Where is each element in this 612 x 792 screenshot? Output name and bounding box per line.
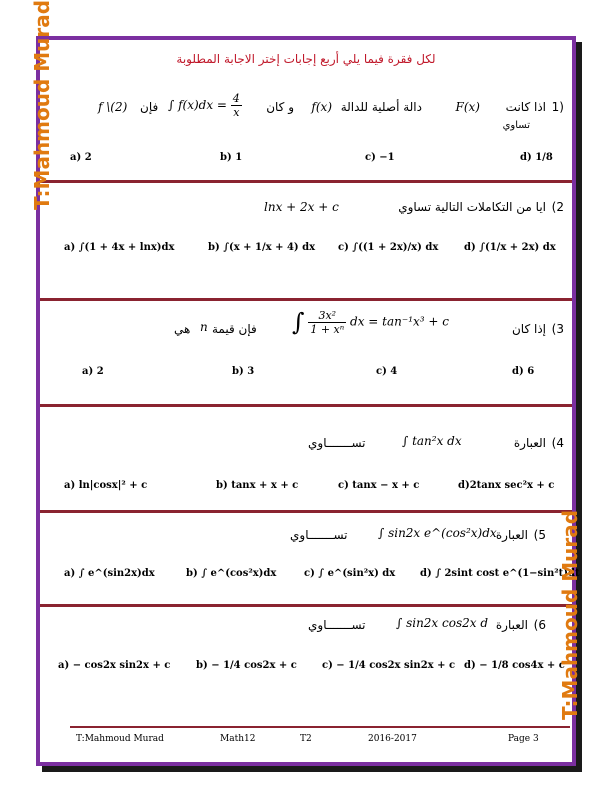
q1-stem-ar2: دالة أصلية للدالة: [340, 100, 422, 114]
q1-integral: ∫ f(x)dx = $\frac{4}{x}$: [168, 92, 240, 119]
q2-number: 2): [551, 200, 564, 214]
q3-stem-var: n: [200, 320, 208, 334]
q3-option-b[interactable]: b) 3: [232, 366, 255, 377]
q6-option-c[interactable]: c) − 1/4 cos2x sin2x + c: [322, 660, 456, 671]
q1-stem-ar3: و كان: [266, 100, 294, 114]
instructions-title: لكل فقرة فيما يلي أربع إجابات إختر الاجابة المطلوبة: [176, 52, 436, 66]
q4-number: 4): [551, 436, 564, 450]
q4-stem-ar1: العبارة: [513, 436, 546, 450]
q4-option-b[interactable]: b) tanx + x + c: [216, 480, 299, 491]
q5-stem-expr: ∫ sin2x e^(cos²x)dx: [378, 526, 497, 540]
q1-stem-ar1: اذا كانت: [505, 100, 546, 114]
q6-option-b[interactable]: b) − 1/4 cos2x + c: [196, 660, 297, 671]
q1-option-b[interactable]: b) 1: [220, 152, 243, 163]
q5-option-d[interactable]: d) ∫ 2sint cost e^(1−sin²t)dt: [420, 568, 580, 579]
q6-stem-expr: ∫ sin2x cos2x d: [396, 616, 489, 630]
separator-5: [40, 604, 572, 607]
q2-stem-expr: lnx + 2x + c: [264, 200, 339, 214]
q3-stem-ar1: إذا كان: [511, 322, 546, 336]
q1-number: 1): [551, 100, 564, 114]
q3-number: 3): [551, 322, 564, 336]
q6-option-d[interactable]: d) − 1/8 cos4x + c: [464, 660, 565, 671]
q5-stem-ar1: العبارة: [495, 528, 528, 542]
q1-option-d[interactable]: d) 1/8: [520, 152, 553, 163]
q1-stem-Fx: F(x): [455, 100, 480, 114]
q1-stem-ar4: فإن: [140, 100, 159, 114]
q6-option-a[interactable]: a) − cos2x sin2x + c: [58, 660, 171, 671]
q2-option-c[interactable]: c) ∫((1 + 2x)/x) dx: [338, 242, 439, 253]
q3-stem-ar3: هي: [174, 322, 191, 336]
footer-page: Page 3: [508, 734, 539, 744]
footer-author: T:Mahmoud Murad: [76, 734, 164, 744]
q6-stem-ar2: تســـــــاوي: [308, 618, 366, 632]
q6-stem-ar1: العبارة: [495, 618, 528, 632]
q3-option-a[interactable]: a) 2: [82, 366, 104, 377]
q5-option-a[interactable]: a) ∫ e^(sin2x)dx: [64, 568, 155, 579]
page-footer: [70, 726, 570, 744]
q3-integral: ∫ $\frac{\text{3x²}}{\text{1 + xⁿ}}$ dx = tan⁻¹x³ + c: [292, 308, 450, 336]
q1-stem-fx: f(x): [311, 100, 332, 114]
separator-3: [40, 404, 572, 407]
q2-option-b[interactable]: b) ∫(x + 1/x + 4) dx: [208, 242, 316, 253]
q5-stem-ar2: تســـــــاوي: [290, 528, 348, 542]
q2-option-a[interactable]: a) ∫(1 + 4x + lnx)dx: [64, 242, 175, 253]
q4-stem-ar2: تســـــــاوي: [308, 436, 366, 450]
q2-option-d[interactable]: d) ∫(1/x + 2x) dx: [464, 242, 556, 253]
q4-stem-expr: ∫ tan²x dx: [402, 434, 462, 448]
separator-1: [40, 180, 572, 183]
q5-number: 5): [533, 528, 546, 542]
exam-page-frame: [36, 36, 580, 766]
q4-option-a[interactable]: a) ln|cosx|² + c: [64, 480, 148, 491]
footer-year: 2016-2017: [368, 734, 417, 744]
footer-course: Math12: [220, 734, 256, 744]
q6-number: 6): [533, 618, 546, 632]
q5-option-c[interactable]: c) ∫ e^(sin²x) dx: [304, 568, 396, 579]
watermark-left: T:Mahmoud Murad: [30, 0, 54, 210]
q3-option-d[interactable]: d) 6: [512, 366, 535, 377]
watermark-right: T:Mahmoud Murad: [558, 509, 582, 720]
q1-stem-tail: f \(2): [98, 100, 128, 114]
q3-stem-ar2: فإن قيمة: [212, 322, 257, 336]
separator-4: [40, 510, 572, 513]
q2-stem-ar: ايا من التكاملات التالية تساوي: [398, 200, 546, 214]
q5-option-b[interactable]: b) ∫ e^(cos²x)dx: [186, 568, 277, 579]
q4-option-d[interactable]: d)2tanx sec²x + c: [458, 480, 555, 491]
q4-option-c[interactable]: c) tanx − x + c: [338, 480, 420, 491]
q1-option-c[interactable]: c) −1: [365, 152, 395, 163]
q3-option-c[interactable]: c) 4: [376, 366, 398, 377]
footer-term: T2: [300, 734, 312, 744]
q1-stem-ar5: تساوي: [502, 120, 530, 131]
q1-option-a[interactable]: a) 2: [70, 152, 92, 163]
separator-2: [40, 298, 572, 301]
